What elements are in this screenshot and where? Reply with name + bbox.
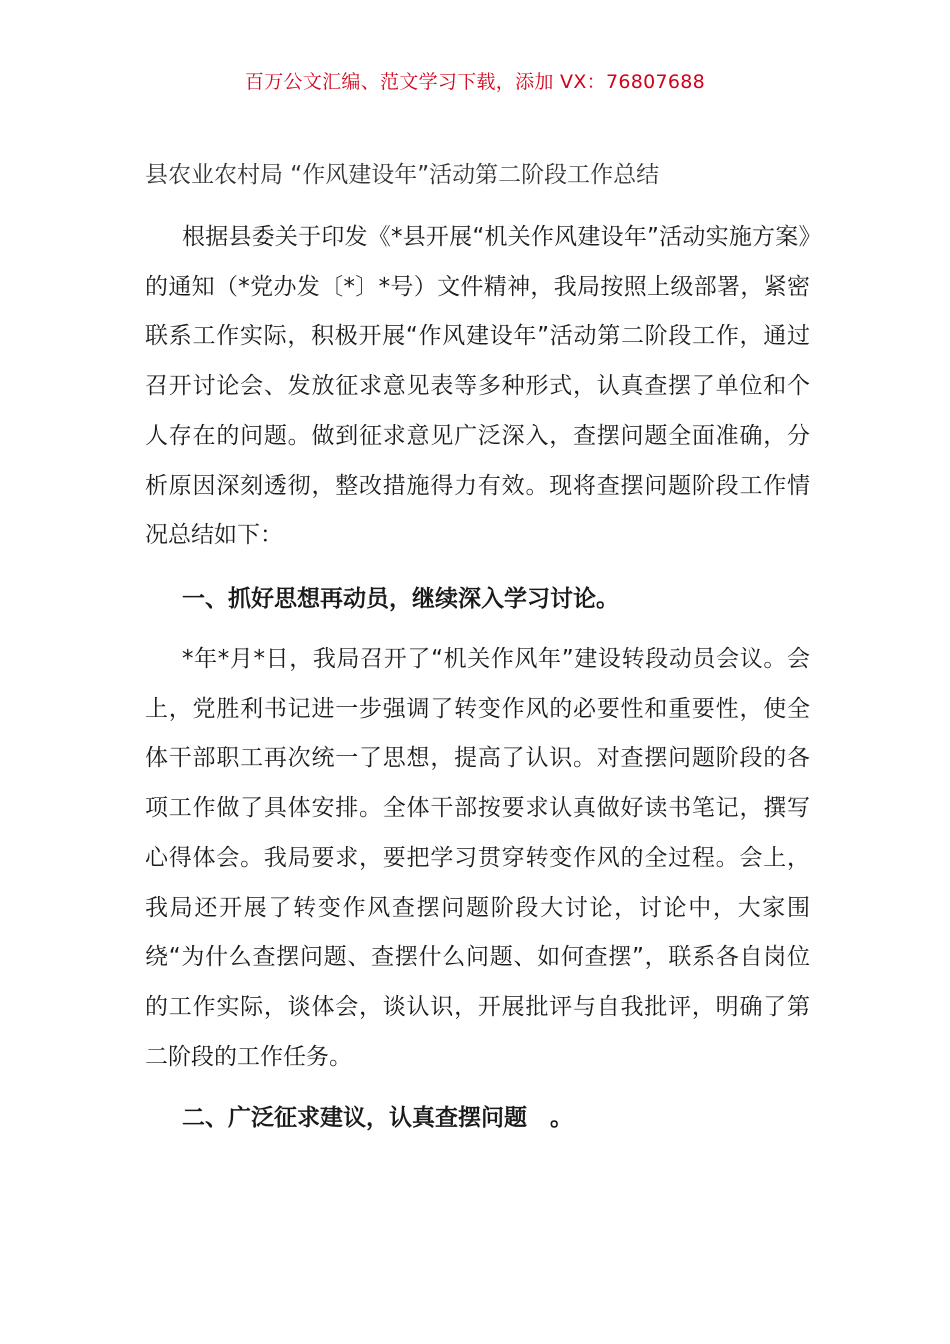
section-1-heading: 一、抓好思想再动员，继续深入学习讨论。	[182, 586, 619, 612]
header-banner: 百万公文汇编、范文学习下载，添加 VX：76807688	[244, 71, 706, 93]
document-title: 县农业农村局 “作风建设年”活动第二阶段工作总结	[145, 162, 660, 188]
section-1-paragraph: *年*月*日，我局召开了“机关作风年”建设转段动员会议。会上，党胜利书记进一步强调了转变作风的必要性和重要性，使全体干部职工再次统一了思想，提高了认识。对查摆问题阶段的各项工作做了具体安排。全体干部按要求认真做好读书笔记，撰写心得体会。我局要求，要把学习贯穿转变作风的全过程。会上，我局还开展了转变作风查摆问题阶段大讨论，讨论中，大家围绕“为什么查摆问题、查摆什么问题、如何查摆”，联系各自岗位的工作实际，谈体会，谈认识，开展批评与自我批评，明确了第二阶段的工作任务。	[145, 646, 810, 1070]
intro-paragraph: 根据县委关于印发《*县开展“机关作风建设年”活动实施方案》的通知（*党办发〔*〕*号）文件精神，我局按照上级部署，紧密联系工作实际，积极开展“作风建设年”活动第二阶段工作，通过召开讨论会、发放征求意见表等多种形式，认真查摆了单位和个人存在的问题。做到征求意见广泛深入，查摆问题全面准确，分析原因深刻透彻，整改措施得力有效。现将查摆问题阶段工作情况总结如下：	[145, 224, 810, 549]
section-2-heading: 二、广泛征求建议，认真查摆问题 。	[182, 1105, 573, 1131]
